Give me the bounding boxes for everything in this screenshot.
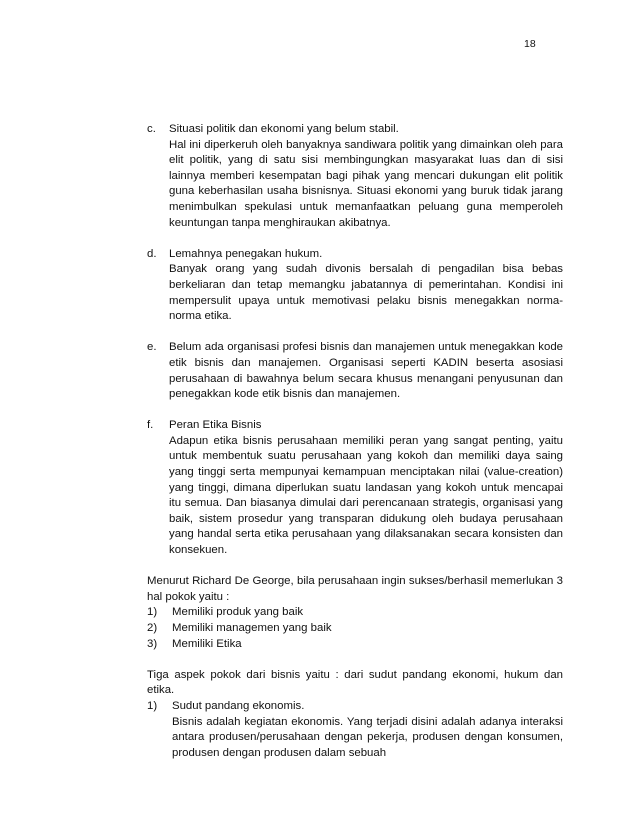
list-marker: c. (147, 123, 156, 135)
list-item-text: Memiliki Etika (172, 637, 242, 650)
list-item-text: Memiliki managemen yang baik (172, 622, 332, 634)
list-item-d (147, 247, 563, 325)
item-title: Peran Etika Bisnis (169, 419, 262, 432)
list-item-text: Memiliki produk yang baik (172, 606, 304, 619)
list-marker: 1) (147, 699, 158, 712)
list-item (147, 637, 563, 653)
list-item-f (147, 418, 563, 558)
item-body: Banyak orang yang sudah divonis bersalah di pengadilan bisa bebas berkeliaran dan tetap memangku jabatannya di pemerintahan. Kondisi ini mempersulit upaya untuk memotivasi pelaku bisnis menegakkan norma-norma etika. (169, 263, 563, 323)
item-title: Lemahnya penegakan hukum. (169, 247, 323, 260)
page-number: 18 (524, 38, 536, 50)
item-body: Belum ada organisasi profesi bisnis dan manajemen untuk menegakkan kode etik bisnis dan manajemen. Organisasi seperti KADIN beserta asosiasi perusahaan di bawahnya belum secara khusus menangani penyusunan dan penegakkan kode etik bisnis dan manajemen. (169, 341, 563, 401)
list-marker: d. (147, 247, 157, 260)
list-marker: 3) (147, 637, 158, 650)
item-title: Sudut pandang ekonomis. (172, 699, 305, 712)
list-item (147, 605, 563, 621)
list-marker: 1) (147, 606, 158, 619)
item-body: Adapun etika bisnis perusahaan memiliki peran yang sangat penting, yaitu untuk membentuk suatu perusahaan yang kokoh dan memiliki daya saing yang tinggi serta mempunyai kemampuan menciptakan nilai (value-creation) yang tinggi, dimana diperlukan suatu landasan yang kokoh untuk mencapai itu semua. Dan biasanya dimulai dari perencanaan strategis, organisasi yang baik, sistem prosedur yang transparan didukung oleh budaya perusahaan yang handal serta etika perusahaan yang dilaksanakan secara konsisten dan konsekuen. (169, 434, 563, 557)
item-title: Situasi politik dan ekonomi yang belum stabil. (169, 123, 399, 135)
item-body: Bisnis adalah kegiatan ekonomis. Yang terjadi disini adalah adanya interaksi antara produsen/perusahaan dengan pekerja, produsen dengan konsumen, produsen dengan produsen dalam sebuah (172, 715, 563, 759)
list-item-aspect-1 (147, 699, 563, 761)
list-item (147, 621, 563, 637)
document-body (147, 122, 563, 761)
list-marker: f. (147, 419, 154, 432)
george-list (147, 605, 563, 652)
list-marker: e. (147, 341, 157, 354)
george-paragraph: Menurut Richard De George, bila perusahaan ingin sukses/berhasil memerlukan 3 hal pokok yaitu : (147, 575, 563, 603)
list-item-c (147, 122, 563, 231)
aspect-paragraph: Tiga aspek pokok dari bisnis yaitu : dari sudut pandang ekonomi, hukum dan etika. (147, 668, 563, 697)
list-marker: 2) (147, 622, 158, 634)
list-item-e (147, 340, 563, 402)
item-body: Hal ini diperkeruh oleh banyaknya sandiwara politik yang dimainkan oleh para elit politik, yang di satu sisi membingungkan masyarakat luas dan di sisi lainnya memberi kesempatan bagi pihak yang mencari dukungan elit politik guna keberhasilan usaha bisnisnya. Situasi ekonomi yang buruk tidak jarang menimbulkan spekulasi untuk memanfaatkan peluang guna memperoleh keuntungan tanpa menghiraukan akibatnya. (169, 138, 563, 229)
